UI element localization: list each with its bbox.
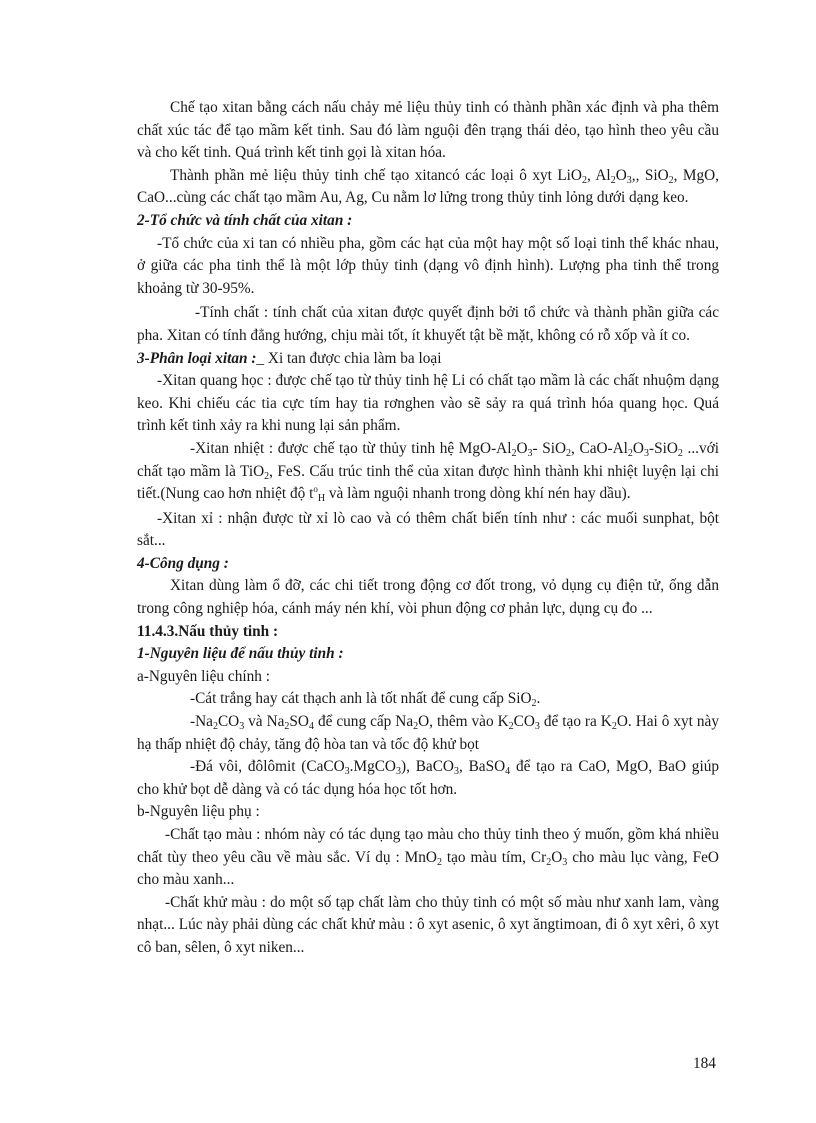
paragraph-thermal-xitan: -Xitan nhiệt : được chế tạo từ thủy tinh hệ MgO-$Al_2O_3-$ SiO$_2$, CaO-$Al_2O_3-SiO_2$ ...với chất tạo mầm là TiO$_2$, FeS. Cấu trúc tinh thể của xitan được hình thành khi nhiệt luyện lại chi tiết.(Nung cao hơn nhiệt độ $t^o_H$ và làm nguội nhanh trong dòng khí nén hay dầu). xyxy=(137,439,719,505)
page-number: 184 xyxy=(693,1055,716,1072)
heading-classification: 3-Phân loại xitan :_ Xi tan được chia làm ba loại xyxy=(137,349,442,367)
document-body xyxy=(137,97,719,960)
paragraph-structure: -Tổ chức của xi tan có nhiều pha, gồm các hạt của một hay một số loại tinh thể khác nhau, ở giữa các pha tinh thể là một lớp thủy tinh (dạng vô định hình). Lượng pha tinh thể trong khoảng từ 30-95%. xyxy=(137,234,719,297)
paragraph-optical-xitan: -Xitan quang học : được chế tạo từ thủy tinh hệ Li có chất tạo mầm là các chất nhuộm dạng keo. Khi chiếu các tia cực tím hay tia rơnghen vào sẽ sảy ra quá trình hóa quang học. Quá trình kết tinh xảy ra khi nung lại sản phẩm. xyxy=(137,372,719,435)
section-heading-glass-melting: 11.4.3.Nấu thủy tinh : xyxy=(137,622,279,640)
heading-applications: 4-Công dụng : xyxy=(137,554,229,572)
item-decolorizers: -Chất khử màu : do một số tạp chất làm cho thủy tinh có một số màu như xanh lam, vàng nhạt... Lúc này phải dùng các chất khử màu : ô xyt asenic, ô xyt ăngtimoan, đi ô xyt xêri, ô xyt cô ban, sêlen, ô xyt niken... xyxy=(137,893,719,956)
paragraph-properties: -Tính chất : tính chất của xitan được quyết định bởi tổ chức và thành phần giữa các pha. Xitan có tính đẳng hướng, chịu mài tốt, ít khuyết tật bề mặt, không có rỗ xốp và ít co. xyxy=(137,304,719,344)
paragraph-applications: Xitan dùng làm ổ đỡ, các chi tiết trong động cơ đốt trong, vỏ dụng cụ điện tử, ống dẫn trong công nghiệp hóa, cánh máy nén khí, vòi phun động cơ phản lực, dụng cụ đo ... xyxy=(137,577,719,618)
item-colorants: -Chất tạo màu : nhóm này có tác dụng tạo màu cho thủy tinh theo ý muốn, gồm khá nhiều chất tùy theo yêu cầu về màu sắc. Ví dụ : MnO$_2$ tạo màu tím, $Cr_2O_3$ cho màu lục vàng, FeO cho màu xanh... xyxy=(137,826,719,889)
paragraph-slag-xitan: -Xitan xỉ : nhận được từ xỉ lò cao và có thêm chất biến tính như : các muối sunphat, bột sắt... xyxy=(137,509,719,550)
heading-raw-materials: 1-Nguyên liệu để nấu thủy tinh : xyxy=(137,645,344,663)
item-limestone: -Đá vôi, đôlômit (CaCO$_3$.MgCO$_3$), BaCO$_3$, BaSO$_4$ để tạo ra CaO, MgO, BaO giúp cho khử bọt dễ dàng và có tác dụng hóa học tốt hơn. xyxy=(137,758,719,798)
item-soda: $-Na_2CO_3$ và $Na_2SO_4$ để cung cấp $Na_2O$, thêm vào $K_2CO_3$ để tạo ra $K_2O$. Hai ô xyt này hạ thấp nhiệt độ chảy, tăng độ hòa tan và tốc độ khử bọt xyxy=(137,713,719,753)
heading-structure-properties: 2-Tổ chức và tính chất của xitan : xyxy=(137,211,353,229)
paragraph-xitan-manufacture: Chế tạo xitan bằng cách nấu chảy mẻ liệu thủy tinh có thành phần xác định và pha thêm chất xúc tác để tạo mầm kết tinh. Sau đó làm nguội đên trạng thái dẻo, tạo hình theo yêu cầu và cho kết tinh. Quá trình kết tinh gọi là xitan hóa. xyxy=(137,99,719,162)
label-main-materials: a-Nguyên liệu chính : xyxy=(137,667,270,685)
label-auxiliary-materials: b-Nguyên liệu phụ : xyxy=(137,803,260,821)
item-sand: -Cát trắng hay cát thạch anh là tốt nhất để cung cấp SiO$_2$. xyxy=(190,690,541,710)
paragraph-batch-composition: Thành phần mẻ liệu thủy tinh chế tạo xitancó các loại ô xyt LiO$_2$, $Al_2O_3$,, SiO$_2$, MgO, CaO...cùng các chất tạo mầm Au, Ag, Cu nằm lơ lửng trong thủy tinh lỏng dưới dạng keo. xyxy=(137,166,719,207)
